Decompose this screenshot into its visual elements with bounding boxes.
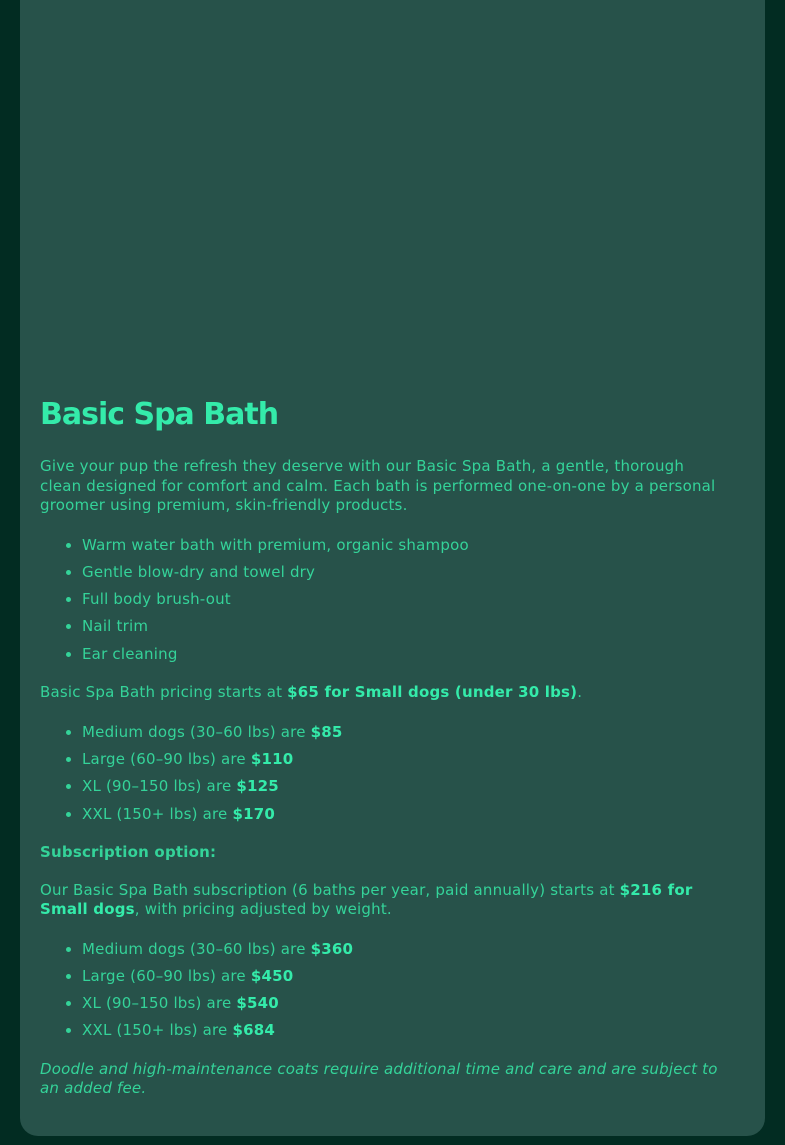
pricing-tier [82, 777, 720, 797]
tier-label: XXL (150+ lbs) are [82, 1021, 233, 1040]
service-card [20, 0, 765, 1136]
subscription-lead [40, 881, 720, 920]
service-intro: Give your pup the refresh they deserve with our Basic Spa Bath, a gentle, thorough clean designed for comfort and calm. Each bath is performed one-on-one by a personal groomer using premium, skin-friendly products. [40, 457, 716, 514]
tier-label: XXL (150+ lbs) are [82, 804, 233, 823]
pricing-lead-tail: . [577, 683, 583, 702]
pricing-tier [82, 805, 720, 825]
subscription-lead-tail: , with pricing adjusted by weight. [134, 900, 392, 919]
tier-label: Medium dogs (30–60 lbs) are [82, 722, 311, 741]
tier-price: $360 [310, 939, 354, 958]
feature-item: • Nail trim [82, 617, 720, 637]
pricing-lead-price: $65 for Small dogs (under 30 lbs) [287, 683, 578, 702]
tier-label: Large (60–90 lbs) are [82, 749, 251, 768]
subscription-heading: Subscription option: [40, 843, 217, 862]
subscription-tier [82, 1021, 720, 1041]
feature-list [40, 536, 720, 665]
service-image-placeholder [20, 0, 765, 380]
coat-fee-note: Doodle and high-maintenance coats require additional time and care and are subject to an added fee. [40, 1059, 718, 1098]
feature-item: • Gentle blow-dry and towel dry [82, 563, 720, 583]
service-title: Basic Spa Bath [40, 397, 279, 432]
tier-label: Medium dogs (30–60 lbs) are [82, 939, 311, 958]
tier-price: $125 [236, 777, 279, 796]
tier-price: $684 [232, 1021, 276, 1040]
subscription-tier [82, 994, 720, 1014]
subscription-tier [82, 940, 720, 960]
tier-price: $170 [232, 804, 276, 823]
tier-label: Large (60–90 lbs) are [82, 966, 251, 985]
pricing-tier [82, 750, 720, 770]
feature-item: • Warm water bath with premium, organic shampoo [82, 536, 720, 556]
tier-label: XL (90–150 lbs) are [82, 777, 237, 796]
tier-price: $110 [250, 749, 294, 768]
tier-price: $450 [250, 966, 294, 985]
tier-price: $85 [310, 722, 343, 741]
feature-item: • Ear cleaning [82, 645, 720, 665]
pricing-tier-list [40, 723, 720, 824]
subscription-tier-list [40, 940, 720, 1041]
subscription-tier [82, 967, 720, 987]
pricing-tier [82, 723, 720, 743]
service-content [40, 397, 720, 1099]
subscription-lead-text: Our Basic Spa Bath subscription (6 baths per year, paid annually) starts at [40, 880, 620, 899]
pricing-lead [40, 683, 720, 703]
subscription-lead-price: $216 for Small dogs [40, 880, 693, 919]
pricing-lead-text: Basic Spa Bath pricing starts at [40, 683, 288, 702]
feature-item: • Full body brush-out [82, 590, 720, 610]
tier-price: $540 [236, 994, 279, 1013]
tier-label: XL (90–150 lbs) are [82, 994, 237, 1013]
